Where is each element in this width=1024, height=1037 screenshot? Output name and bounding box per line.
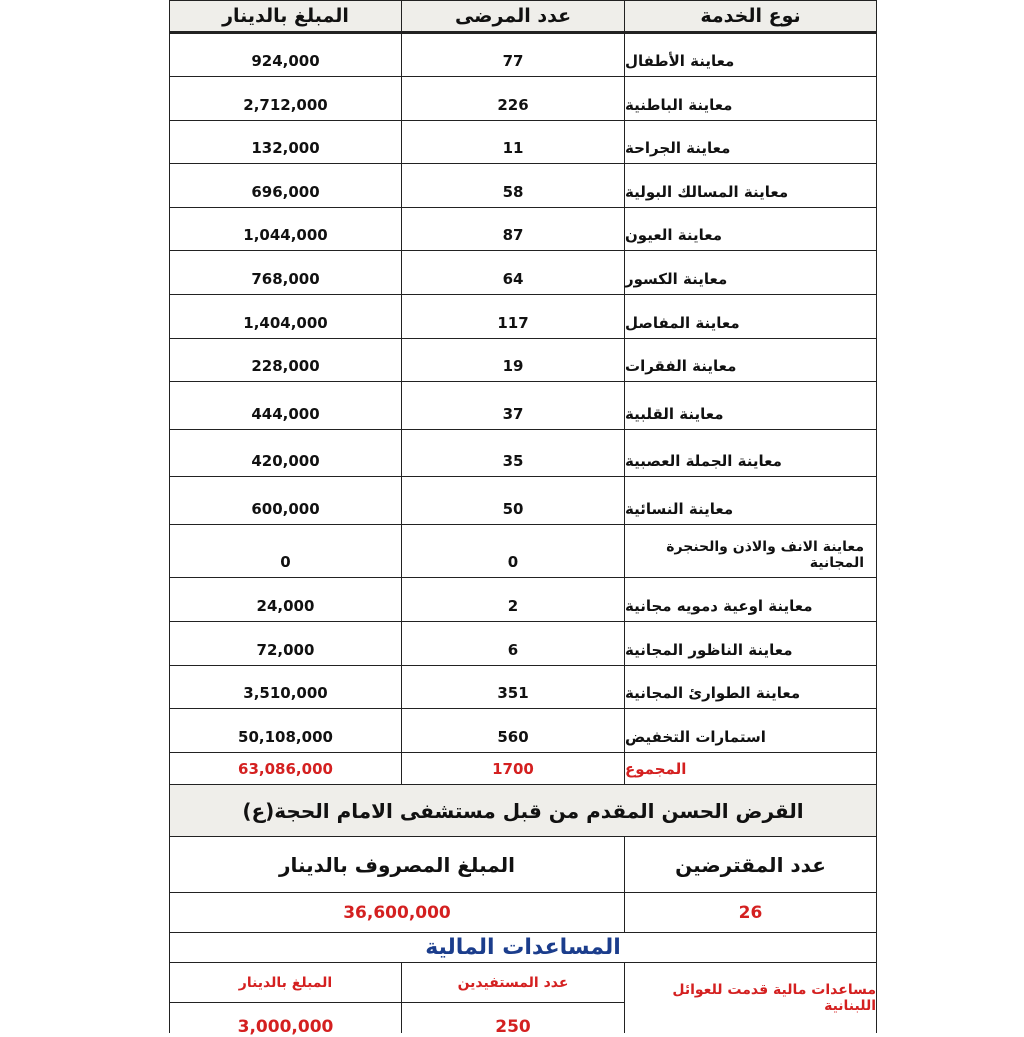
row-service: معاينة الناظور المجانية: [624, 622, 877, 666]
row-count: 50: [401, 477, 624, 525]
row-count: 19: [401, 339, 624, 382]
row-count: 6: [401, 622, 624, 666]
loan-amount: 36,600,000: [169, 893, 624, 933]
table-row: [169, 578, 877, 622]
row-count: 87: [401, 208, 624, 251]
aid-table: [169, 963, 877, 1037]
table-row: [169, 666, 877, 709]
aid-count: 250: [401, 1003, 624, 1033]
table-row: [169, 430, 877, 477]
row-count: 2: [401, 578, 624, 622]
row-service: معاينة الفقرات: [624, 339, 877, 382]
aid-amount-header: المبلغ بالدينار: [169, 963, 401, 1003]
row-amount: 228,000: [169, 339, 401, 382]
table-body: [169, 34, 877, 753]
row-amount: 2,712,000: [169, 77, 401, 121]
row-service: استمارات التخفيض: [624, 709, 877, 753]
total-row: [169, 753, 877, 785]
aid-header-row: [169, 963, 624, 1003]
row-amount: 768,000: [169, 251, 401, 295]
row-service: معاينة الأطفال: [624, 34, 877, 77]
aid-title: المساعدات المالية: [169, 933, 877, 963]
table-row: [169, 77, 877, 121]
table-row: [169, 164, 877, 208]
row-count: 560: [401, 709, 624, 753]
table-row: [169, 295, 877, 339]
loan-title: القرض الحسن المقدم من قبل مستشفى الامام الحجة(ع): [169, 785, 877, 837]
total-count: 1700: [401, 753, 624, 785]
row-service: معاينة العيون: [624, 208, 877, 251]
row-count: 117: [401, 295, 624, 339]
row-amount: 600,000: [169, 477, 401, 525]
loan-count-header: عدد المقترضين: [624, 837, 877, 893]
total-amount: 63,086,000: [169, 753, 401, 785]
table-row: [169, 709, 877, 753]
row-count: 58: [401, 164, 624, 208]
row-service: معاينة المسالك البولية: [624, 164, 877, 208]
row-service: معاينة النسائية: [624, 477, 877, 525]
row-service: معاينة الكسور: [624, 251, 877, 295]
row-amount: 924,000: [169, 34, 401, 77]
row-amount: 24,000: [169, 578, 401, 622]
table-row: [169, 34, 877, 77]
loan-header-row: [169, 837, 877, 893]
row-service: معاينة الجملة العصبية: [624, 430, 877, 477]
row-amount: 50,108,000: [169, 709, 401, 753]
row-amount: 444,000: [169, 382, 401, 430]
row-service: معاينة اوعية دمويه مجانية: [624, 578, 877, 622]
table-row: [169, 339, 877, 382]
row-count: 35: [401, 430, 624, 477]
row-amount: 696,000: [169, 164, 401, 208]
row-amount: 132,000: [169, 121, 401, 164]
loan-value-row: [169, 893, 877, 933]
loan-count: 26: [624, 893, 877, 933]
header-amount: المبلغ بالدينار: [169, 0, 401, 34]
table-row: [169, 477, 877, 525]
aid-category: مساعدات مالية قدمت للعوائل اللبنانية: [624, 963, 877, 1033]
row-count: 64: [401, 251, 624, 295]
row-amount: 3,510,000: [169, 666, 401, 709]
row-service: معاينة الباطنية: [624, 77, 877, 121]
row-service: معاينة الطوارئ المجانية: [624, 666, 877, 709]
aid-amount: 3,000,000: [169, 1003, 401, 1033]
aid-category-col: [624, 963, 877, 1033]
table-row: [169, 382, 877, 430]
aid-count-header: عدد المستفيدين: [401, 963, 624, 1003]
services-table: [169, 0, 877, 1037]
row-amount: 0: [169, 525, 401, 578]
row-service: معاينة القلبية: [624, 382, 877, 430]
header-service: نوع الخدمة: [624, 0, 877, 34]
row-amount: 1,044,000: [169, 208, 401, 251]
aid-value-row: [169, 1003, 624, 1037]
table-row: [169, 622, 877, 666]
row-amount: 72,000: [169, 622, 401, 666]
total-label: المجموع: [624, 753, 877, 785]
row-count: 226: [401, 77, 624, 121]
row-amount: 420,000: [169, 430, 401, 477]
table-row: [169, 121, 877, 164]
loan-amount-header: المبلغ المصروف بالدينار: [169, 837, 624, 893]
table-row: [169, 525, 877, 578]
row-count: 77: [401, 34, 624, 77]
row-service: معاينة المفاصل: [624, 295, 877, 339]
row-service: معاينة الجراحة: [624, 121, 877, 164]
table-header-row: [169, 0, 877, 34]
row-amount: 1,404,000: [169, 295, 401, 339]
header-count: عدد المرضى: [401, 0, 624, 34]
row-service: معاينة الانف والاذن والحنجرة المجانية: [624, 525, 877, 578]
row-count: 0: [401, 525, 624, 578]
row-count: 351: [401, 666, 624, 709]
row-count: 37: [401, 382, 624, 430]
row-count: 11: [401, 121, 624, 164]
table-row: [169, 251, 877, 295]
aid-values: [169, 963, 624, 1037]
table-row: [169, 208, 877, 251]
